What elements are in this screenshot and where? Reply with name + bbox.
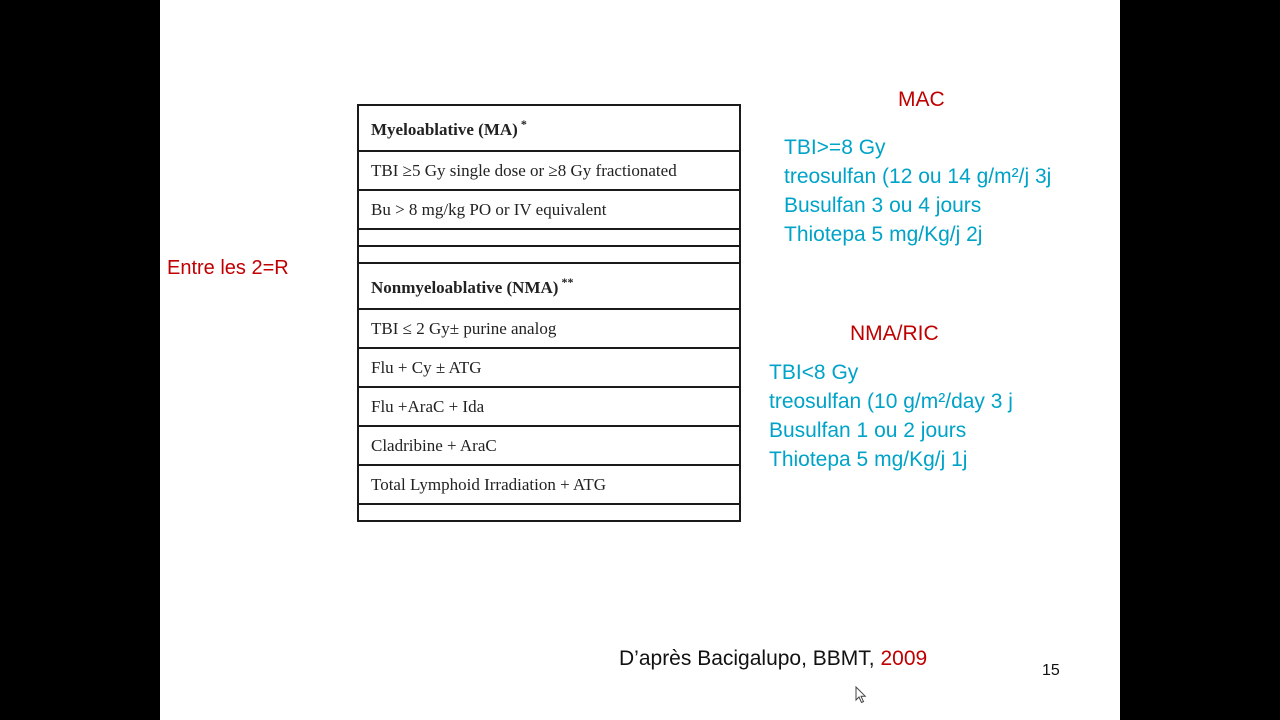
nma-row-4: Cladribine + AraC (358, 426, 740, 465)
list-item: Busulfan 3 ou 4 jours (784, 194, 982, 217)
ma-header: Myeloablative (MA) (371, 119, 518, 139)
list-item: Thiotepa 5 mg/Kg/j 1j (769, 448, 968, 471)
table-row (358, 263, 740, 309)
nma-row-1: TBI ≤ 2 Gy± purine analog (358, 309, 740, 348)
ma-header-mark: * (520, 116, 527, 131)
list-item: treosulfan (10 g/m²/day 3 j (769, 390, 1013, 413)
nma-row-2: Flu + Cy ± ATG (358, 348, 740, 387)
side-note: Entre les 2=R (167, 257, 289, 279)
mac-title: MAC (898, 88, 945, 111)
table-row (358, 348, 740, 387)
citation-text: D’après Bacigalupo, BBMT, (619, 647, 881, 670)
page-number: 15 (1042, 662, 1060, 679)
ma-row-2: Bu > 8 mg/kg PO or IV equivalent (358, 190, 740, 229)
table-row-empty (358, 246, 740, 263)
nma-ric-title: NMA/RIC (850, 322, 939, 345)
mouse-pointer-icon (855, 686, 867, 704)
ma-row-1: TBI ≥5 Gy single dose or ≥8 Gy fractionated (358, 151, 740, 190)
table-row (358, 387, 740, 426)
nma-ric-list (769, 358, 1013, 474)
conditioning-regimen-table (357, 104, 741, 522)
mac-list (784, 133, 1051, 249)
table-row (358, 426, 740, 465)
list-item: Thiotepa 5 mg/Kg/j 2j (784, 223, 983, 246)
slide (160, 0, 1120, 720)
nma-header-cell (358, 263, 740, 309)
list-item: TBI>=8 Gy (784, 136, 886, 159)
table-row-empty (358, 229, 740, 246)
nma-header: Nonmyeloablative (NMA) (371, 277, 559, 297)
citation (619, 647, 927, 671)
table-row-empty (358, 504, 740, 521)
list-item: Busulfan 1 ou 2 jours (769, 419, 967, 442)
citation-year: 2009 (880, 647, 928, 670)
table-row (358, 151, 740, 190)
table-row (358, 105, 740, 151)
table-row (358, 190, 740, 229)
table-row (358, 309, 740, 348)
table-row (358, 465, 740, 504)
nma-header-mark: ** (561, 274, 574, 289)
nma-row-5: Total Lymphoid Irradiation + ATG (358, 465, 740, 504)
list-item: TBI<8 Gy (769, 361, 859, 384)
ma-header-cell (358, 105, 740, 151)
list-item: treosulfan (12 ou 14 g/m²/j 3j (784, 165, 1052, 188)
nma-row-3: Flu +AraC + Ida (358, 387, 740, 426)
